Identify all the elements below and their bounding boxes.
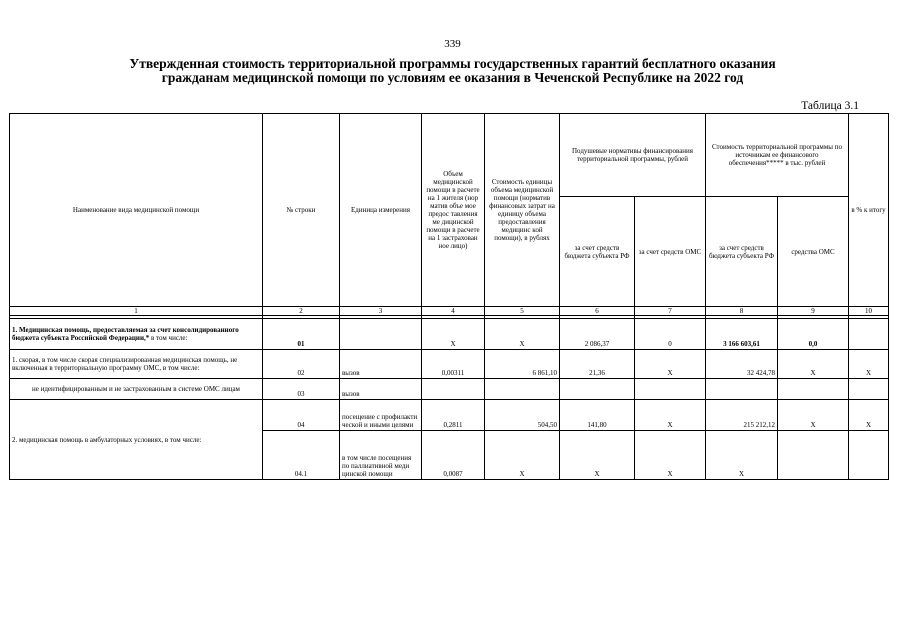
row-cost: 504,50: [485, 400, 560, 431]
row-cost: 6 861,10: [485, 350, 560, 379]
row-name: 2. медицинская помощь в амбулаторных условиях, в том числе:: [10, 400, 263, 480]
header-group-norms: Подушевые нормативы финансирования территориальной программы, рублей: [560, 114, 706, 197]
row-unit: вызов: [340, 350, 422, 379]
header-oms-cost: средства ОМС: [778, 197, 849, 307]
row-budget-cost: 3 166 603,61: [706, 319, 778, 350]
row-percent: Х: [849, 400, 889, 431]
row-line: 03: [263, 379, 340, 400]
document-title: [60, 57, 845, 85]
row-percent: Х: [849, 350, 889, 379]
row-oms-cost: Х: [778, 350, 849, 379]
header-row-1: [10, 114, 889, 197]
row-oms-norm: Х: [635, 350, 706, 379]
cost-table: [9, 113, 889, 480]
row-oms-norm: [635, 379, 706, 400]
row-unit: вызов: [340, 379, 422, 400]
row-volume: [422, 379, 485, 400]
header-budget-cost: за счет средств бюджета субъекта РФ: [706, 197, 778, 307]
page-number: 339: [444, 38, 461, 50]
title-line-2: гражданам медицинской помощи по условиям ее оказания в Чеченской Республике на 2022 год: [161, 70, 744, 85]
row-cost: [485, 379, 560, 400]
row-name: 1. скорая, в том числе скорая специализированная медицинская помощь, не включенная в территориальную программу ОМС, в том числе:: [10, 350, 263, 379]
row-percent: [849, 319, 889, 350]
header-type: Наименование вида медицинской помощи: [10, 114, 263, 307]
row-volume: 0,00311: [422, 350, 485, 379]
header-unit: Единица измерения: [340, 114, 422, 307]
header-group-cost: Стоимость территориальной программы по источникам ее финансового обеспечения***** в тыс. рублей: [706, 114, 849, 197]
row-budget-cost: 32 424,78: [706, 350, 778, 379]
row-name-tail: в том числе:: [150, 334, 188, 342]
row-oms-cost: [778, 431, 849, 480]
row-name: [10, 319, 263, 350]
col-num: 1: [10, 307, 263, 316]
table-row: [10, 350, 889, 379]
row-budget-norm: 2 086,37: [560, 319, 635, 350]
row-volume: 0,2811: [422, 400, 485, 431]
col-num: 2: [263, 307, 340, 316]
column-number-row: [10, 307, 889, 316]
row-oms-norm: 0: [635, 319, 706, 350]
row-oms-norm: Х: [635, 431, 706, 480]
row-cost: Х: [485, 319, 560, 350]
header-oms-norm: за счет средств ОМС: [635, 197, 706, 307]
table-label: Таблица 3.1: [801, 100, 859, 112]
row-budget-cost: [706, 379, 778, 400]
row-line: 02: [263, 350, 340, 379]
row-cost: Х: [485, 431, 560, 480]
row-line: 04.1: [263, 431, 340, 480]
row-budget-norm: Х: [560, 431, 635, 480]
row-unit: [340, 319, 422, 350]
row-oms-cost: [778, 379, 849, 400]
row-unit: посещение с профилакти ческой и иными целями: [340, 400, 422, 431]
row-budget-norm: 21,36: [560, 350, 635, 379]
row-budget-cost: 215 212,12: [706, 400, 778, 431]
header-budget-norm: за счет средств бюджета субъекта РФ: [560, 197, 635, 307]
table-row: [10, 379, 889, 400]
row-percent: [849, 431, 889, 480]
header-volume: Объем медицинской помощи в расчете на 1 жителя (нор матив объе мое предос тавления ме дицинской помощи в расчете на 1 застрахован ное лицо): [422, 114, 485, 307]
row-oms-cost: Х: [778, 400, 849, 431]
row-volume: 0,0087: [422, 431, 485, 480]
row-budget-norm: [560, 379, 635, 400]
col-num: 10: [849, 307, 889, 316]
row-volume: Х: [422, 319, 485, 350]
row-percent: [849, 379, 889, 400]
header-percent: в % к итогу: [849, 114, 889, 307]
title-line-1: Утвержденная стоимость территориальной программы государственных гарантий бесплатного оказания: [129, 56, 776, 71]
col-num: 6: [560, 307, 635, 316]
row-unit: в том числе посещения по паллиативной меди цинской помощи: [340, 431, 422, 480]
header-unit-cost: Стоимость единицы объема медицинской помощи (норматив финансовых затрат на единицу объема предоставления медицинс кой помощи), в рублях: [485, 114, 560, 307]
row-name: не идентифицированным и не застрахованным в системе ОМС лицам: [10, 379, 263, 400]
table-row: [10, 319, 889, 350]
col-num: 8: [706, 307, 778, 316]
col-num: 9: [778, 307, 849, 316]
row-line: 04: [263, 400, 340, 431]
row-oms-cost: 0,0: [778, 319, 849, 350]
row-budget-cost: Х: [706, 431, 778, 480]
header-line-no: № строки: [263, 114, 340, 307]
col-num: 7: [635, 307, 706, 316]
col-num: 5: [485, 307, 560, 316]
row-name-main: 1. Медицинская помощь, предоставляемая за счет консолидированного бюджета субъекта Российской Федерации,*: [12, 326, 239, 342]
col-num: 3: [340, 307, 422, 316]
row-budget-norm: 141,80: [560, 400, 635, 431]
row-line: 01: [263, 319, 340, 350]
col-num: 4: [422, 307, 485, 316]
table-row: [10, 400, 889, 431]
row-oms-norm: Х: [635, 400, 706, 431]
